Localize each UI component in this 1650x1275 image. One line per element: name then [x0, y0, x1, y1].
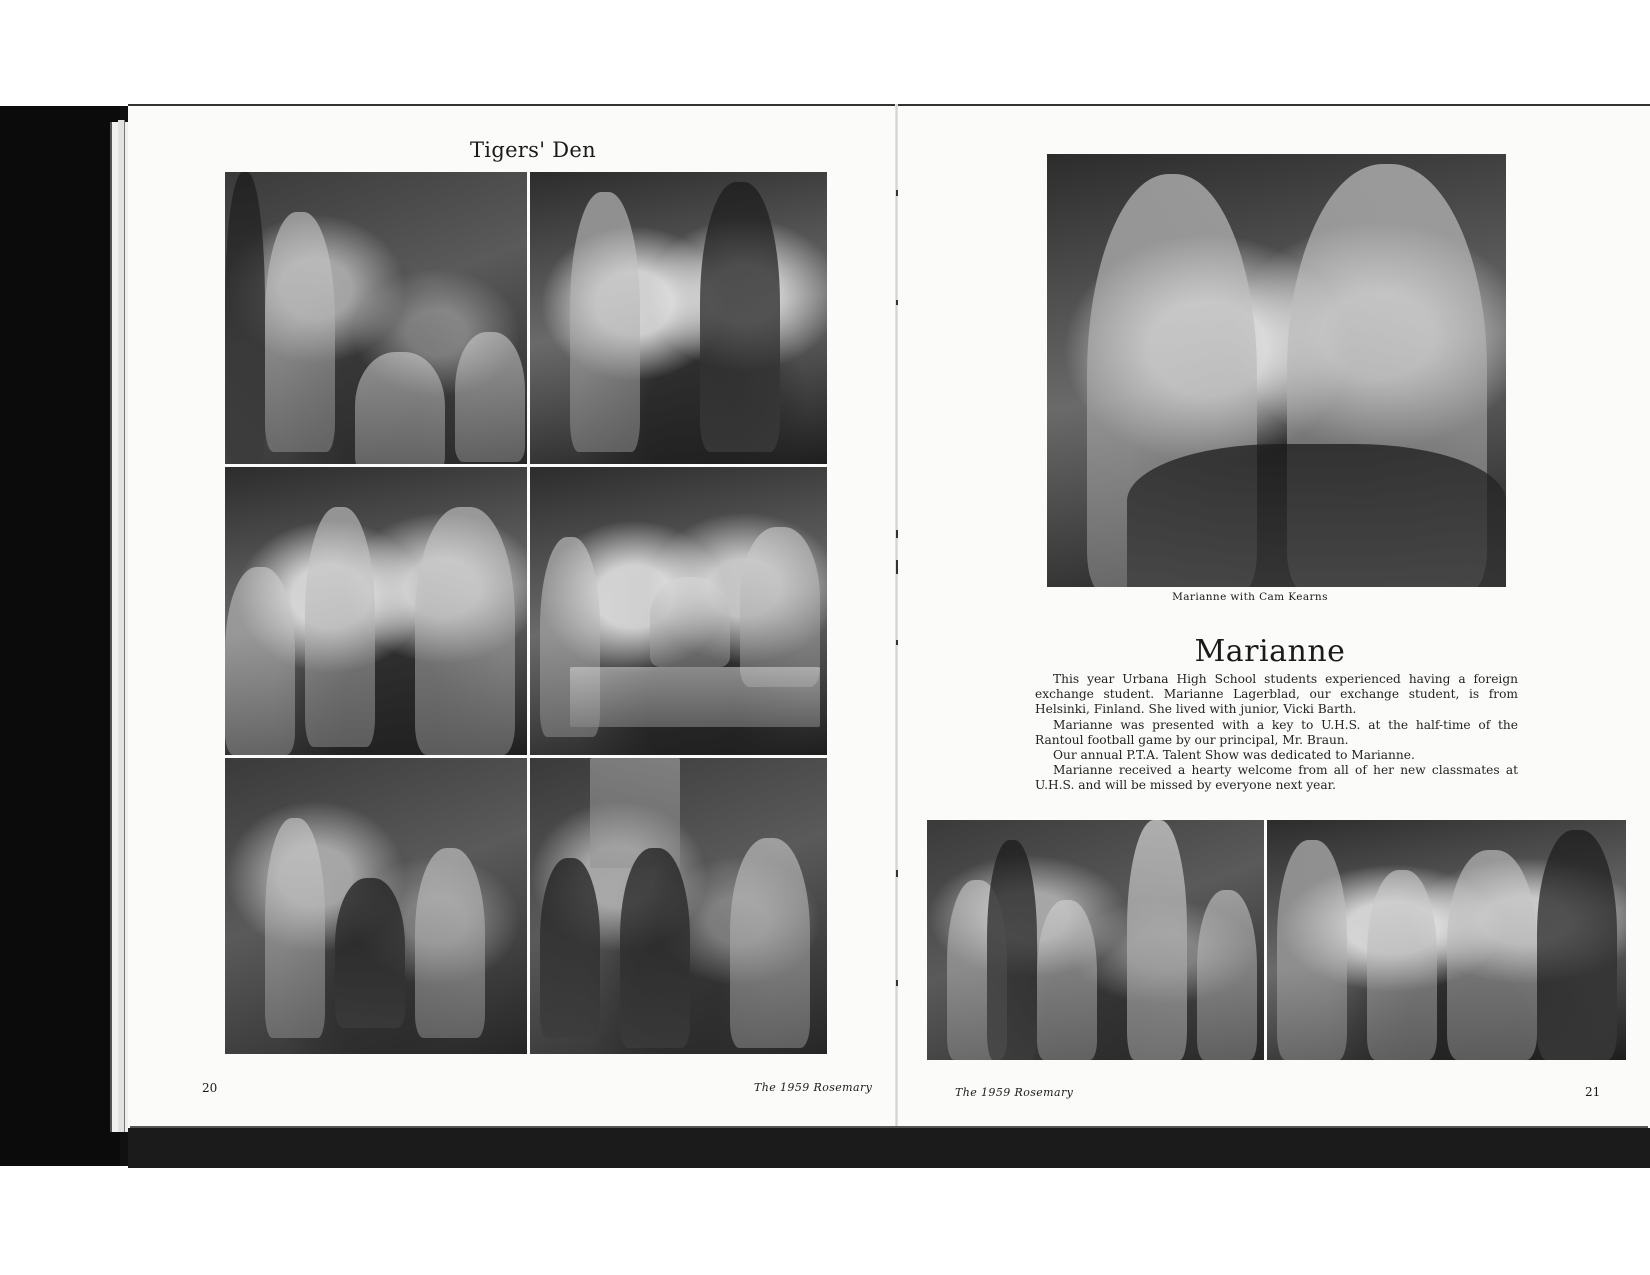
- photo-marianne-with-cam-kearns: [1047, 154, 1506, 587]
- photo-students-looking-at-book: [1267, 820, 1626, 1060]
- right-page-number: 21: [1585, 1085, 1601, 1099]
- article-paragraph: Our annual P.T.A. Talent Show was dedicated to Marianne.: [1053, 748, 1415, 763]
- photo-hallway-dancing: [530, 758, 827, 1054]
- photo-crowd-dancing: [225, 467, 527, 755]
- photo-students-laughing: [225, 172, 527, 464]
- bottom-shadow: [128, 1128, 1650, 1168]
- left-page-number: 20: [202, 1081, 218, 1095]
- top-photo-caption: Marianne with Cam Kearns: [1172, 591, 1328, 603]
- article-paragraph: Marianne received a hearty welcome from all of her new classmates at U.H.S. and will be missed by everyone next year.: [1035, 763, 1518, 793]
- article-paragraph: Marianne was presented with a key to U.H.S. at the half-time of the Rantoul football game by our principal, Mr. Braun.: [1035, 717, 1518, 747]
- left-page-footer: The 1959 Rosemary: [754, 1081, 873, 1094]
- photo-snack-counter: [530, 467, 827, 755]
- right-page-footer: The 1959 Rosemary: [955, 1086, 1074, 1099]
- photo-dance-floor: [225, 758, 527, 1054]
- marianne-article: [1035, 672, 1518, 794]
- left-page-title: Tigers' Den: [470, 138, 596, 162]
- article-paragraph: This year Urbana High School students experienced having a foreign exchange student. Marianne Lagerblad, our exchange student, is from Helsinki, Finland. She lived with junior, Vicki Barth.: [1035, 672, 1518, 717]
- page-edge-inner: [118, 120, 125, 1132]
- book-spine-shadow: [0, 106, 120, 1166]
- photo-couple-dancing: [530, 172, 827, 464]
- photo-band-members: [927, 820, 1264, 1060]
- marianne-heading: Marianne: [1194, 634, 1346, 669]
- gutter-marks: [896, 180, 906, 1000]
